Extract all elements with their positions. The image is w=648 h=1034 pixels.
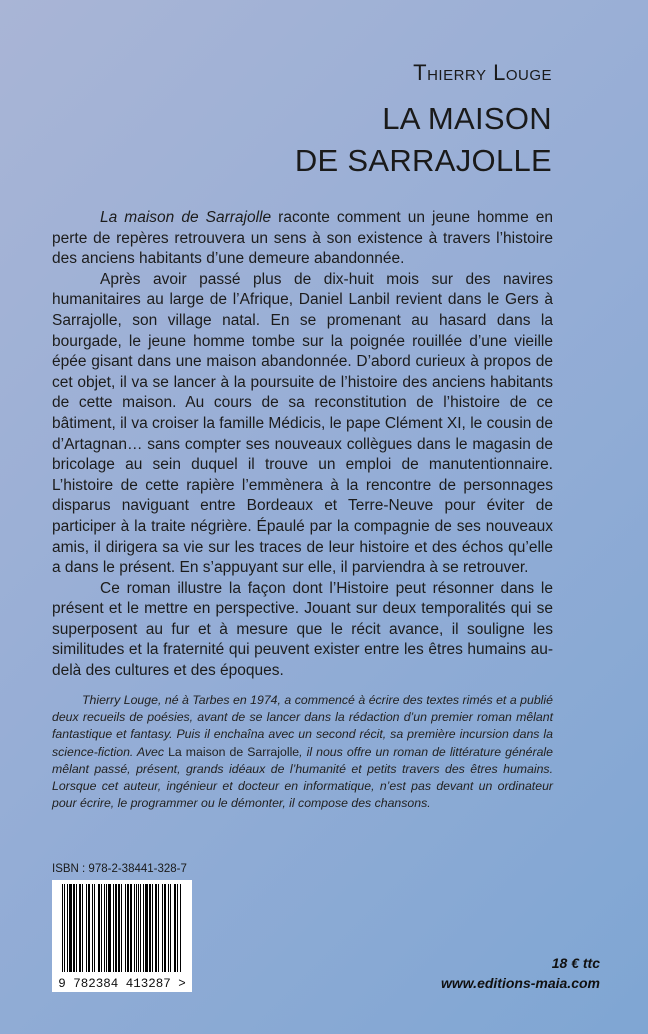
bio-text-1: Thierry Louge, né à Tarbes en 1974, a commencé à écrire des textes rimés et a publié deux recueils de poésies, avant de se lancer dans la rédaction d’un premier roman mêlant fantastique et fantasy. Puis il enchaîna avec un second récit, sa première incursion dans la science-fiction. Avec (52, 693, 553, 759)
barcode-bar (94, 884, 95, 972)
barcode-graphic (52, 880, 192, 992)
barcode-bar (136, 884, 137, 972)
barcode-bar (127, 884, 129, 972)
barcode-bar (134, 884, 135, 972)
barcode-bar (106, 884, 107, 972)
barcode-bar (125, 884, 126, 972)
barcode-bar (152, 884, 153, 972)
barcode-bar (98, 884, 100, 972)
bio-text-2: , il nous offre un roman de littérature générale mêlant passé, présent, grands idéaux de l’humanité et petits travers des êtres humains. Lorsque cet auteur, ingénieur et docteur en informatique, n’est pas devant un ordinateur pour écrire, le programmer ou le démonter, il compose des chansons. (52, 744, 553, 811)
synopsis (52, 208, 553, 682)
barcode-bar (108, 884, 111, 972)
barcode-bar (67, 884, 68, 972)
barcode-bar (177, 884, 178, 972)
barcode-bar (149, 884, 151, 972)
barcode-bar (121, 884, 122, 972)
isbn-label: ISBN : 978-2-38441-328-7 (52, 863, 187, 875)
book-title-italic: La maison de Sarrajolle (100, 209, 272, 226)
barcode-bar (140, 884, 141, 972)
barcode (52, 880, 192, 992)
barcode-bar (130, 884, 132, 972)
barcode-bar (62, 884, 63, 972)
author-name: Thierry Louge (413, 60, 552, 85)
barcode-bar (69, 884, 72, 972)
barcode-bar (92, 884, 93, 972)
barcode-bar (138, 884, 139, 972)
barcode-bar (73, 884, 75, 972)
barcode-bar (145, 884, 148, 972)
barcode-digits: 9 782384 413287 > (58, 977, 186, 991)
barcode-bar (101, 884, 102, 972)
synopsis-paragraph-1 (52, 208, 553, 270)
author-bio-paragraph (52, 692, 553, 812)
title-line-2: DE SARRAJOLLE (294, 143, 552, 178)
author-bio (52, 692, 553, 812)
synopsis-paragraph-2: Après avoir passé plus de dix-huit mois sur des navires humanitaires au large de l’Afrique, Daniel Lanbil revient dans le Gers à Sarrajolle, son village natal. En se promenant au hasard dans la bourgade, le jeune homme tombe sur la poignée rouillée d’une vieille épée gisant dans une maison abandonnée. D’abord curieux à propos de cet objet, il va se lancer à la poursuite de l’histoire des anciens habitants de cette maison. Au cours de sa reconstitution de l’histoire de ce bâtiment, il va croiser la famille Médicis, le pape Clément XI, le cousin de d’Artagnan… sans compter ses nouveaux collègues dans le magasin de bricolage au sein duquel il trouve un emploi de manutentionnaire. L’histoire de cette rapière l’emmènera à la rencontre de personnages disparus naviguant entre Bordeaux et Terre-Neuve pour éviter de participer à la traite négrière. Épaulé par la compagnie de ses nouveaux amis, il dirigera sa vie sur les traces de leur histoire et des échos qu’elle a dans le présent. En s’appuyant sur elle, il parviendra à se retrouver. (52, 270, 553, 577)
synopsis-p1-text: raconte comment un jeune homme en perte de repères retrouvera un sens à son existence à travers l’histoire des anciens habitants d’une demeure abandonnée. (52, 209, 553, 268)
barcode-bar (168, 884, 169, 972)
barcode-bar (174, 884, 176, 972)
synopsis-paragraph-3: Ce roman illustre la façon dont l’Histoire peut résonner dans le présent et le mettre en perspective. Jouant sur deux temporalités qui se superposent au fur et à mesure que le récit avance, il souligne les similitudes et la fraternité qui peuvent exister entre les êtres humains au-delà des cultures et des époques. (52, 579, 553, 680)
barcode-bar (76, 884, 77, 972)
barcode-bar (155, 884, 157, 972)
barcode-bar (115, 884, 117, 972)
barcode-bar (158, 884, 159, 972)
barcode-bar (82, 884, 83, 972)
barcode-bar (104, 884, 105, 972)
title-line-1: LA MAISON (382, 101, 552, 136)
barcode-bar (162, 884, 163, 972)
barcode-bar (118, 884, 120, 972)
barcode-bar (88, 884, 90, 972)
book-title (295, 98, 552, 182)
barcode-bar (113, 884, 114, 972)
barcode-bar (86, 884, 87, 972)
publisher-website[interactable]: www.editions-maia.com (441, 975, 600, 991)
bio-book-reference: La maison de Sarrajolle (168, 744, 300, 759)
barcode-bar (164, 884, 166, 972)
barcode-bar (64, 884, 65, 972)
barcode-bar (79, 884, 81, 972)
barcode-bar (143, 884, 144, 972)
barcode-bar (170, 884, 171, 972)
barcode-bar (180, 884, 181, 972)
price: 18 € ttc (551, 955, 600, 971)
